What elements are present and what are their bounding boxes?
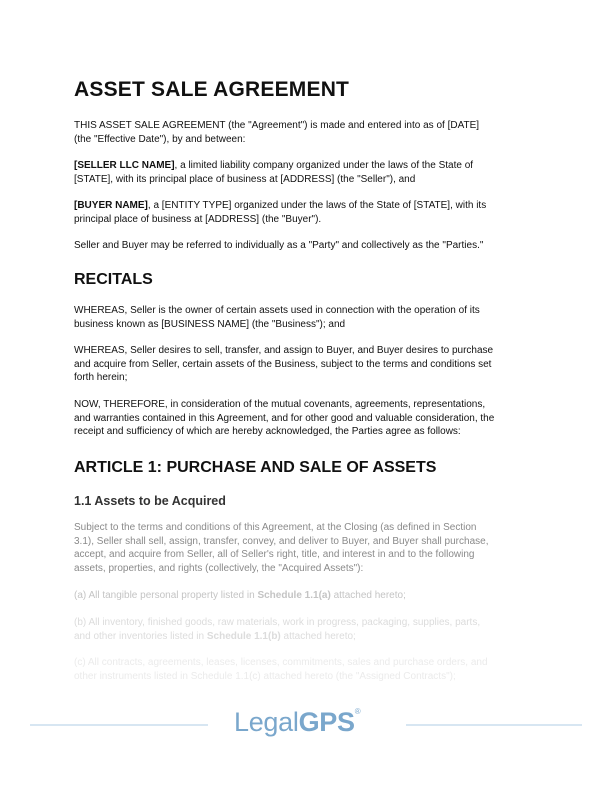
logo-text-light: Legal bbox=[234, 707, 299, 737]
section-1-1-line: assets, properties, and rights (collectively, the "Acquired Assets"): bbox=[74, 562, 364, 574]
footer-divider-left bbox=[30, 724, 208, 726]
recital-3 bbox=[74, 398, 534, 439]
item-a-text: (a) All tangible personal property listed in bbox=[74, 590, 258, 601]
logo-text-bold: GPS bbox=[298, 707, 355, 737]
section-1-1-line: accept, and acquire from Seller, all of Seller's right, title, and interest in and to the following bbox=[74, 549, 475, 560]
buyer-name: [BUYER NAME] bbox=[74, 200, 148, 211]
buyer-paragraph bbox=[74, 199, 534, 226]
recital-1-line: WHEREAS, Seller is the owner of certain assets used in connection with the operation of its bbox=[74, 305, 480, 316]
intro-line-1: THIS ASSET SALE AGREEMENT (the "Agreement") is made and entered into as of [DATE] bbox=[74, 120, 480, 131]
recital-2-line: and acquire from Seller, certain assets of the Business, subject to the terms and conditions set bbox=[74, 358, 492, 370]
seller-paragraph bbox=[74, 159, 534, 186]
registered-mark: ® bbox=[354, 707, 361, 716]
item-c bbox=[74, 656, 534, 683]
legalgps-logo bbox=[234, 707, 360, 738]
item-b-tail: attached hereto; bbox=[280, 630, 356, 642]
intro-paragraph bbox=[74, 119, 534, 146]
section-1-1-heading: 1.1 Assets to be Acquired bbox=[74, 494, 226, 508]
recital-1-line: business known as [BUSINESS NAME] (the "Business"); and bbox=[74, 318, 346, 330]
item-a-schedule: Schedule 1.1(a) bbox=[257, 590, 331, 601]
seller-line-1: , a limited liability company organized under the laws of the State of bbox=[174, 160, 474, 171]
section-1-1-line: 3.1), Seller shall sell, assign, transfer, convey, and deliver to Buyer, and Buyer shall purchase, bbox=[74, 535, 489, 547]
parties-paragraph: Seller and Buyer may be referred to individually as a "Party" and collectively as the "Parties." bbox=[74, 240, 484, 251]
buyer-line-1: , a [ENTITY TYPE] organized under the laws of the State of [STATE], with its bbox=[147, 200, 487, 211]
seller-line-2: [STATE], with its principal place of business at [ADDRESS] (the "Seller"), and bbox=[74, 173, 416, 185]
item-c-line: other instruments listed in Schedule 1.1(c) attached hereto (the "Assigned Contracts"); bbox=[74, 670, 456, 682]
recital-2 bbox=[74, 344, 534, 385]
recital-2-line: WHEREAS, Seller desires to sell, transfer, and assign to Buyer, and Buyer desires to purchase bbox=[74, 345, 494, 356]
item-b-line: (b) All inventory, finished goods, raw materials, work in progress, packaging, supplies, parts, bbox=[74, 617, 481, 628]
seller-name: [SELLER LLC NAME] bbox=[74, 160, 175, 171]
buyer-line-2: principal place of business at [ADDRESS] (the "Buyer"). bbox=[74, 213, 322, 225]
item-a-tail: attached hereto; bbox=[330, 590, 406, 601]
section-1-1-line: Subject to the terms and conditions of this Agreement, at the Closing (as defined in Section bbox=[74, 522, 477, 533]
section-1-1-paragraph bbox=[74, 521, 534, 575]
recital-3-line: and warranties contained in this Agreement, and for other good and valuable consideration, the bbox=[74, 412, 495, 424]
item-a bbox=[74, 589, 534, 603]
recitals-heading: RECITALS bbox=[74, 271, 153, 288]
recital-2-line: forth herein; bbox=[74, 372, 128, 383]
document-title: ASSET SALE AGREEMENT bbox=[74, 78, 350, 101]
item-b-schedule: Schedule 1.1(b) bbox=[206, 630, 281, 642]
intro-line-2: (the "Effective Date"), by and between: bbox=[74, 133, 246, 145]
recital-1 bbox=[74, 304, 534, 331]
footer-divider-right bbox=[406, 724, 582, 726]
item-b bbox=[74, 616, 534, 643]
recital-3-line: NOW, THEREFORE, in consideration of the mutual covenants, agreements, representations, bbox=[74, 399, 486, 410]
item-b-line: and other inventories listed in bbox=[74, 630, 207, 642]
article-1-heading: ARTICLE 1: PURCHASE AND SALE OF ASSETS bbox=[74, 459, 437, 476]
recital-3-line: receipt and sufficiency of which are hereby acknowledged, the Parties agree as follows: bbox=[74, 426, 461, 437]
item-c-line: (c) All contracts, agreements, leases, licenses, commitments, sales and purchase orders, and bbox=[74, 657, 488, 668]
